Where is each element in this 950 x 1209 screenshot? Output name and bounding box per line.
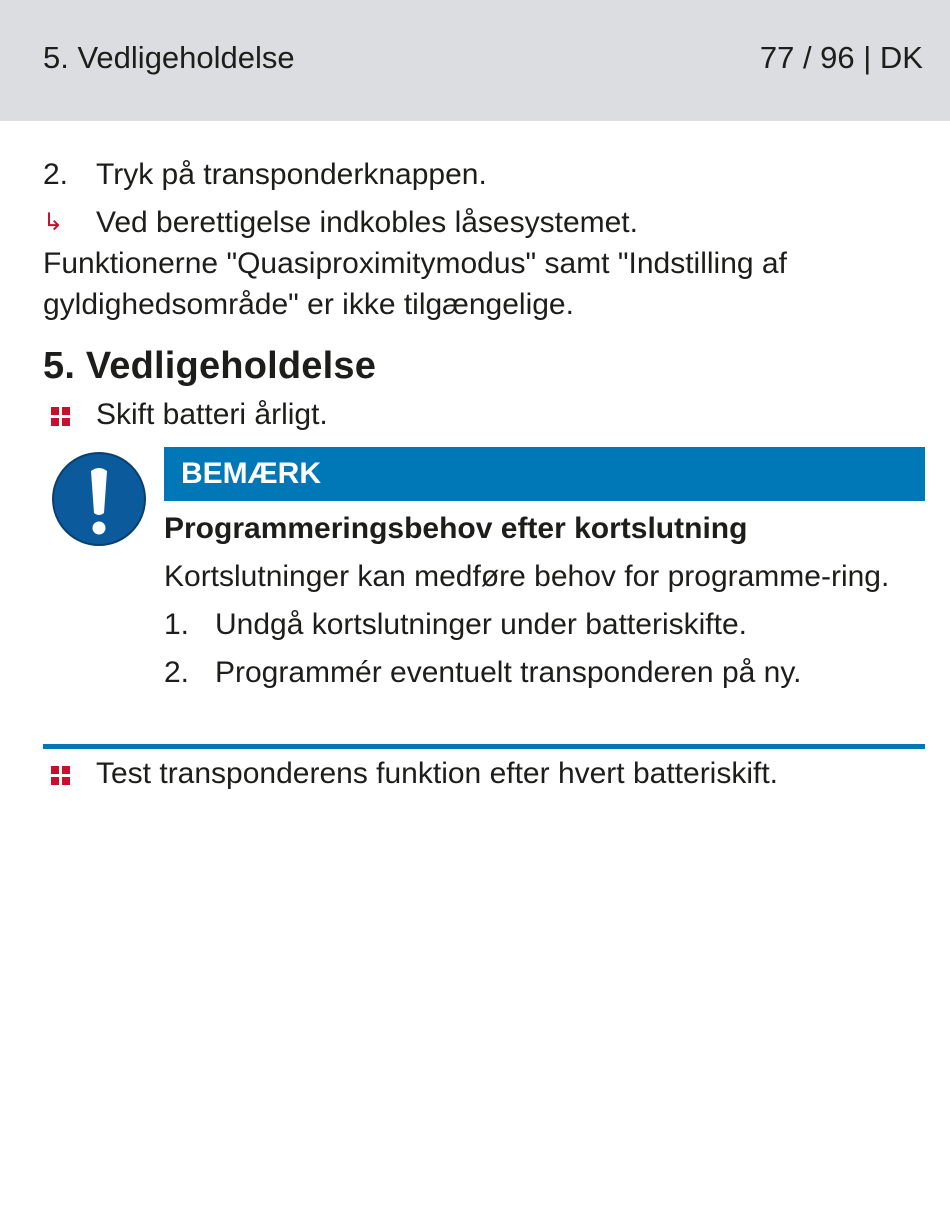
bullet-item [43,395,925,435]
result-text: Ved berettigelse indkobles låsesystemet. [96,206,638,239]
notice-divider [43,744,925,749]
bullet-item [43,754,925,794]
notice-step-text: Undgå kortslutninger under batteriskifte. [215,608,747,641]
step-number: 2. [43,158,69,191]
step-text: Tryk på transponderknappen. [96,158,487,191]
step-item [43,155,925,195]
notice-box [43,447,925,750]
exclamation-icon [51,451,147,547]
result-item [43,203,925,243]
bullet-text: Skift batteri årligt. [96,398,328,431]
notice-step [164,653,925,693]
section-heading: 5. Vedligeholdelse [43,345,377,387]
notice-text: Kortslutninger kan medføre behov for programme-ring. [164,560,890,593]
notice-step-text: Programmér eventuelt transponderen på ny. [215,656,802,689]
notice-step [164,605,925,645]
bullet-square-icon [51,407,71,427]
header-page-number: 77 / 96 | DK [759,40,923,75]
header-section-title: 5. Vedligeholdelse [43,40,295,75]
bullet-square-icon [51,766,71,786]
info-paragraph: Funktionerne "Quasiproximitymodus" samt "Indstilling af gyldighedsområde" er ikke tilgængelige. [43,247,787,321]
result-arrow-icon: ↳ [43,209,64,236]
notice-step-number: 1. [164,608,190,641]
notice-title: Programmeringsbehov efter kortslutning [164,512,748,545]
page-header [0,0,950,121]
notice-step-number: 2. [164,656,190,689]
bullet-text: Test transponderens funktion efter hvert batteriskift. [96,757,779,790]
document-content [43,155,925,794]
notice-body [164,509,925,693]
notice-label: BEMÆRK [164,447,925,501]
